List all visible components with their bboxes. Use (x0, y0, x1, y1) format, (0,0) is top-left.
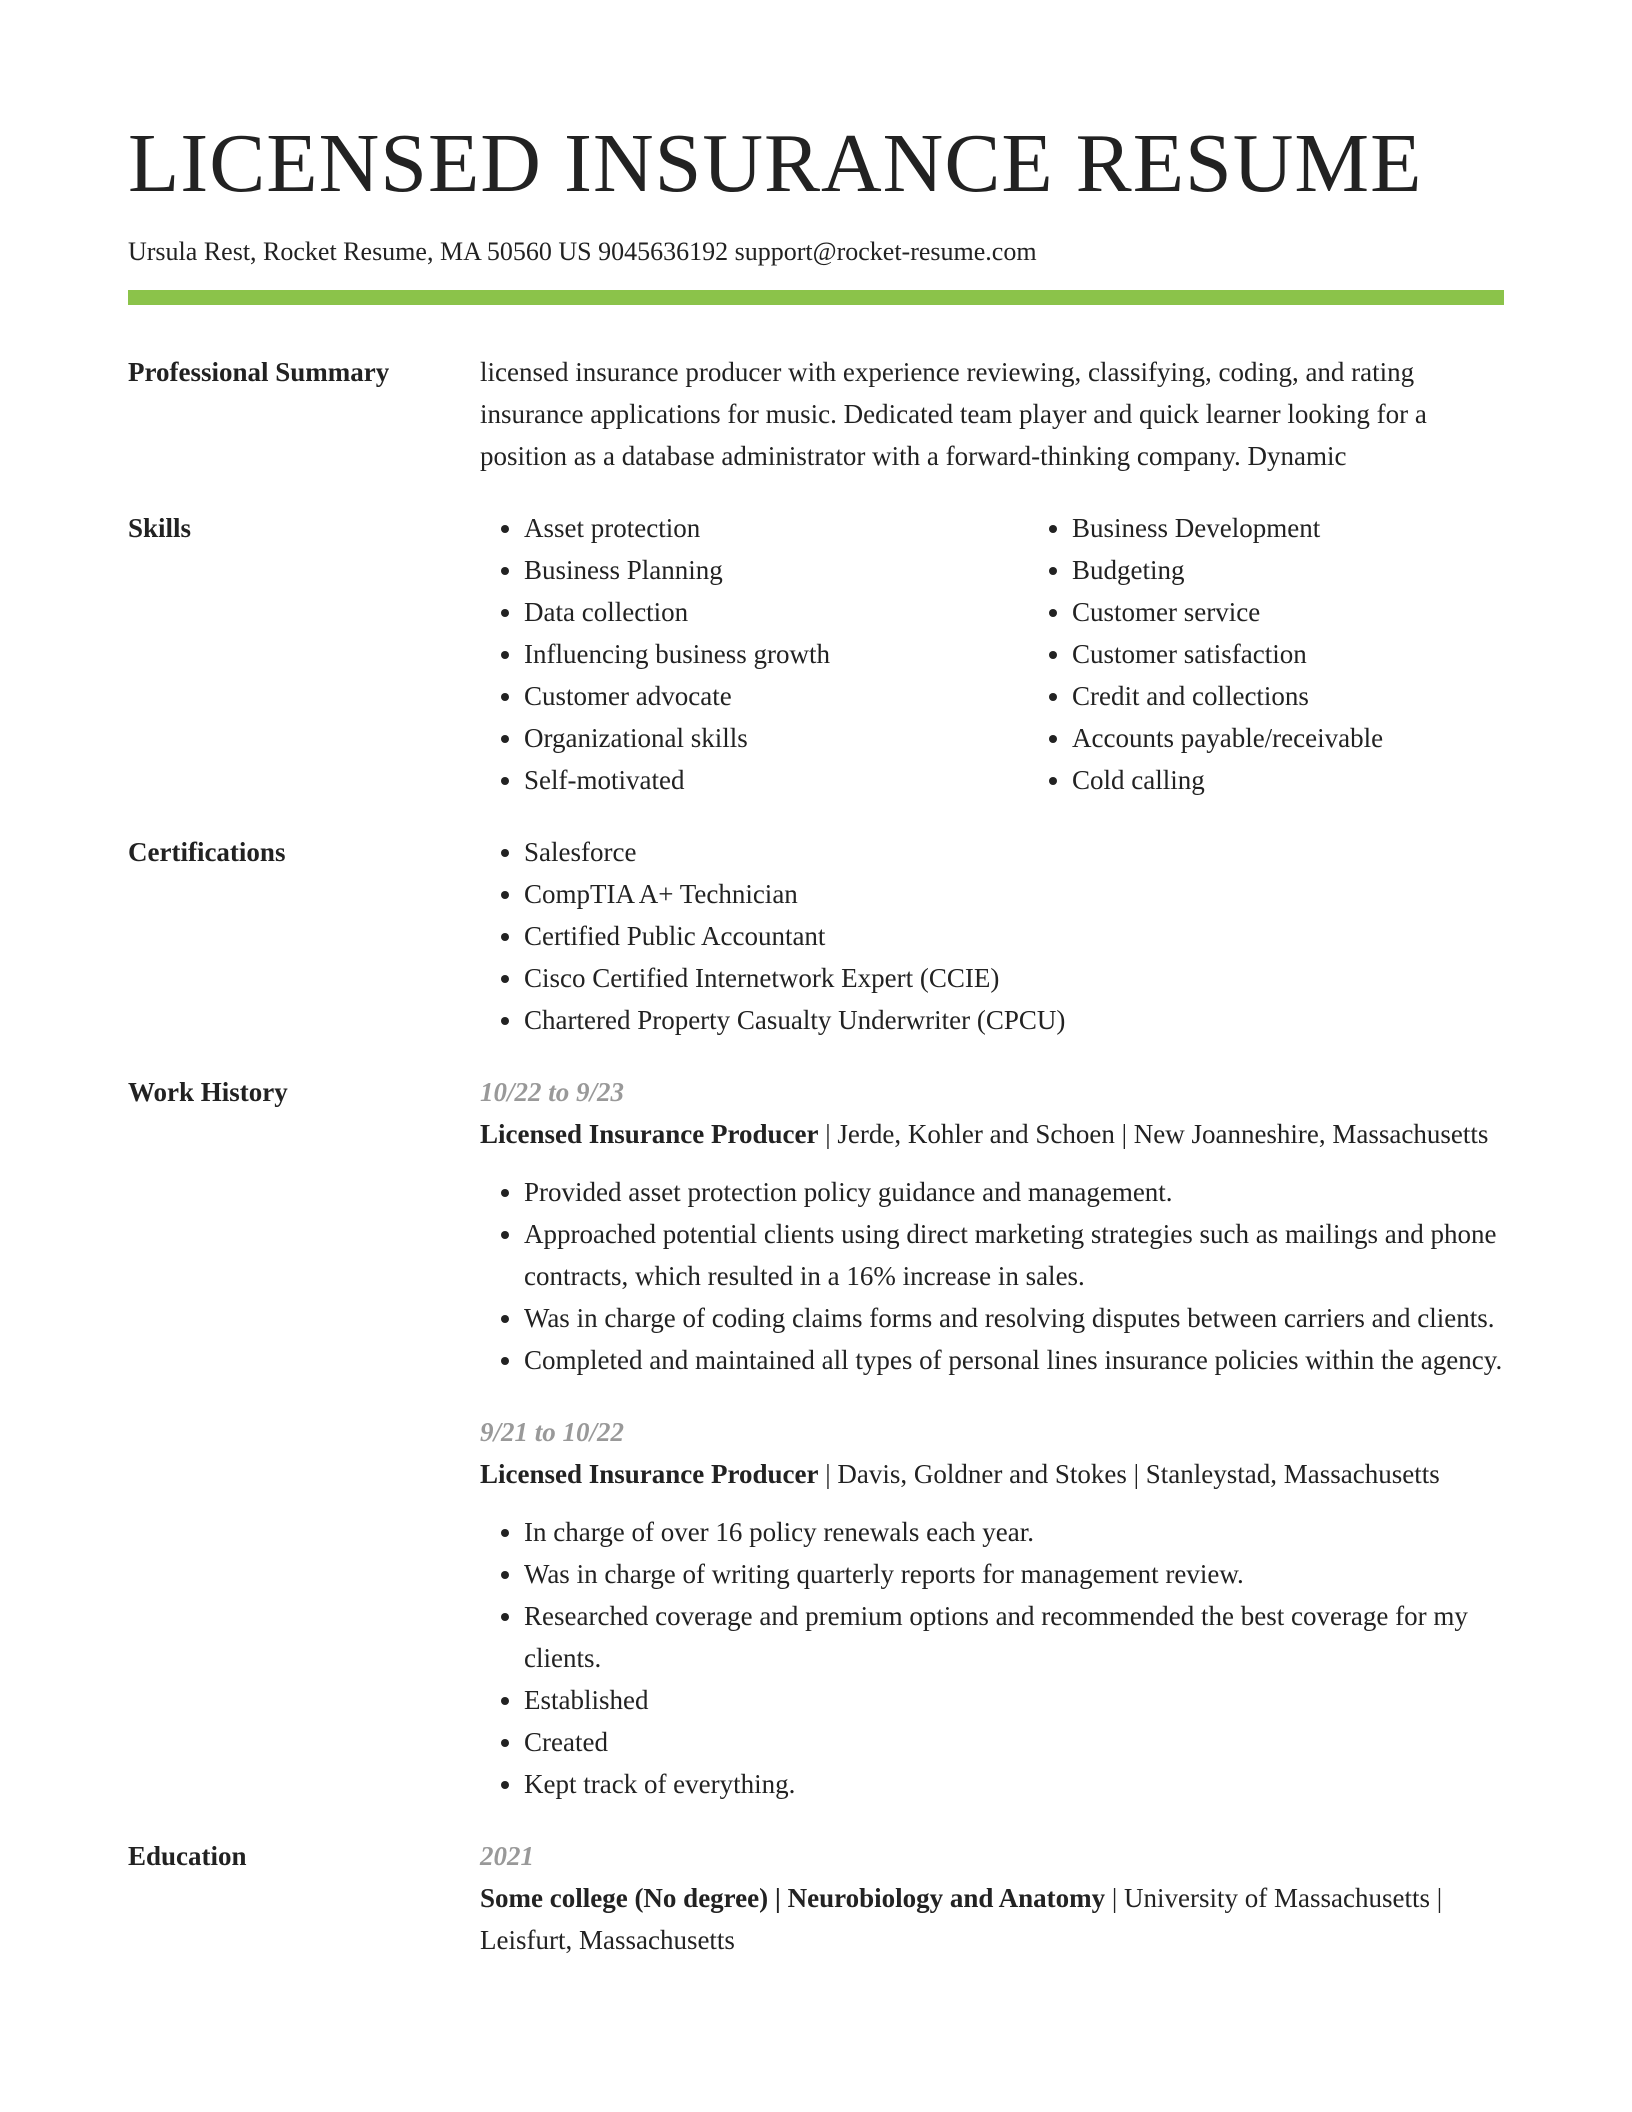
skill-item: • Self-motivated (524, 759, 1028, 801)
skill-item: • Organizational skills (524, 717, 1028, 759)
job-bullet: • Provided asset protection policy guidance and management. (524, 1171, 1504, 1213)
resume-page (128, 118, 1504, 1961)
skill-item: • Business Planning (524, 549, 1028, 591)
certification-item: • Certified Public Accountant (524, 915, 1504, 957)
skill-item: • Customer advocate (524, 675, 1028, 717)
job-title-line (480, 1453, 1504, 1495)
skills-section (128, 507, 1504, 801)
job-bullet: • Kept track of everything. (524, 1763, 1504, 1805)
certifications-list (480, 831, 1504, 1041)
education-section (128, 1835, 1504, 1961)
job-bullet: • Was in charge of writing quarterly reports for management review. (524, 1553, 1504, 1595)
summary-label: Professional Summary (128, 356, 390, 387)
job-date: 9/21 to 10/22 (480, 1416, 625, 1447)
job-bullet: • Researched coverage and premium options and recommended the best coverage for my clients. (524, 1595, 1504, 1679)
education-degree: Some college (No degree) | Neurobiology and Anatomy (480, 1882, 1106, 1913)
education-label: Education (128, 1840, 247, 1871)
skill-item: • Budgeting (1072, 549, 1576, 591)
job-role: Licensed Insurance Producer (480, 1458, 819, 1489)
job-bullet: • In charge of over 16 policy renewals each year. (524, 1511, 1504, 1553)
skills-list-right (1028, 507, 1576, 801)
skill-item: • Credit and collections (1072, 675, 1576, 717)
summary-section (128, 351, 1504, 477)
job-bullets (480, 1511, 1504, 1805)
education-date: 2021 (480, 1840, 534, 1871)
skill-item: • Customer service (1072, 591, 1576, 633)
skill-item: • Accounts payable/receivable (1072, 717, 1576, 759)
resume-title: LICENSED INSURANCE RESUME (128, 117, 1423, 210)
job-role: Licensed Insurance Producer (480, 1118, 819, 1149)
work-history-section (128, 1071, 1504, 1805)
contact-line: Ursula Rest, Rocket Resume, MA 50560 US 9045636192 support@rocket-resume.com (128, 237, 1037, 267)
skill-item: • Asset protection (524, 507, 1028, 549)
work-history-label: Work History (128, 1076, 288, 1107)
job-bullet: • Was in charge of coding claims forms and resolving disputes between carriers and clients. (524, 1297, 1504, 1339)
skills-list-left (480, 507, 1028, 801)
certification-item: • Chartered Property Casualty Underwriter (CPCU) (524, 999, 1504, 1041)
skills-label: Skills (128, 512, 192, 543)
skill-item: • Customer satisfaction (1072, 633, 1576, 675)
certification-item: • Salesforce (524, 831, 1504, 873)
certification-item: • CompTIA A+ Technician (524, 873, 1504, 915)
job-entry (480, 1071, 1504, 1381)
job-bullet: • Created (524, 1721, 1504, 1763)
job-bullet: • Approached potential clients using direct marketing strategies such as mailings and phone contracts, which resulted in a 16% increase in sales. (524, 1213, 1504, 1297)
job-employer: | Davis, Goldner and Stokes | Stanleystad, Massachusetts (818, 1458, 1440, 1489)
certifications-section (128, 831, 1504, 1041)
skill-item: • Influencing business growth (524, 633, 1028, 675)
job-entry (480, 1411, 1504, 1805)
skill-item: • Data collection (524, 591, 1028, 633)
certifications-label: Certifications (128, 836, 286, 867)
job-date: 10/22 to 9/23 (480, 1076, 625, 1107)
job-bullet: • Completed and maintained all types of personal lines insurance policies within the agency. (524, 1339, 1504, 1381)
summary-text: licensed insurance producer with experience reviewing, classifying, coding, and rating insurance applications for music. Dedicated team player and quick learner looking for a position as a database administrator with a forward-thinking company. Dynamic (480, 356, 1427, 471)
skill-item: • Cold calling (1072, 759, 1576, 801)
job-bullet: • Established (524, 1679, 1504, 1721)
education-school: | University of Massachusetts | Leisfurt, Massachusetts (480, 1882, 1443, 1955)
job-bullets (480, 1171, 1504, 1381)
skill-item: • Business Development (1072, 507, 1576, 549)
education-line (480, 1877, 1504, 1961)
accent-divider (128, 290, 1504, 305)
job-employer: | Jerde, Kohler and Schoen | New Joanneshire, Massachusetts (818, 1118, 1489, 1149)
certification-item: • Cisco Certified Internetwork Expert (CCIE) (524, 957, 1504, 999)
job-title-line (480, 1113, 1504, 1155)
